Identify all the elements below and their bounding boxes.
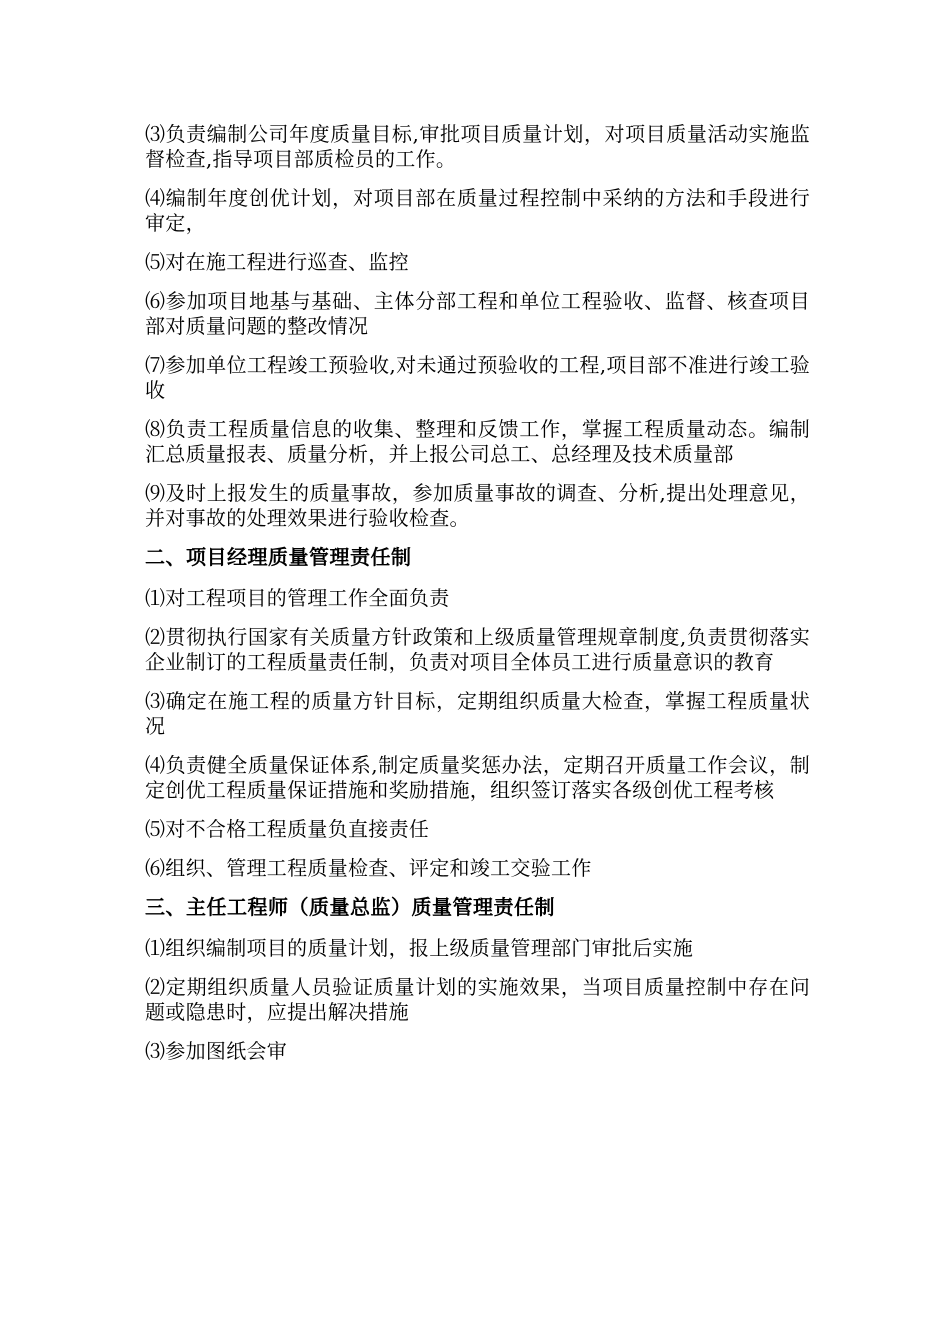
duty-item-3: ⑶负责编制公司年度质量目标,审批项目质量计划，对项目质量活动实施监督检查,指导项目部质检员的工作。 [145, 122, 810, 171]
duty-item-3: ⑶确定在施工程的质量方针目标，定期组织质量大检查，掌握工程质量状况 [145, 689, 810, 738]
duty-item-6: ⑹组织、管理工程质量检查、评定和竣工交验工作 [145, 856, 592, 880]
duty-item-9: ⑼及时上报发生的质量事故，参加质量事故的调查、分析,提出处理意见，并对事故的处理效果进行验收检查。 [145, 481, 810, 530]
section-chief-engineer-duties [145, 895, 810, 1064]
duty-item-3: ⑶参加图纸会审 [145, 1039, 288, 1063]
duty-item-7: ⑺参加单位工程竣工预验收,对未通过预验收的工程,项目部不准进行竣工验收 [145, 353, 810, 402]
duty-item-4: ⑷负责健全质量保证体系,制定质量奖惩办法，定期召开质量工作会议，制定创优工程质量保证措施和奖励措施，组织签订落实各级创优工程考核 [145, 753, 810, 802]
duty-item-2: ⑵定期组织质量人员验证质量计划的实施效果，当项目质量控制中存在问题或隐患时，应提出解决措施 [145, 975, 810, 1024]
duty-item-1: ⑴组织编制项目的质量计划，报上级质量管理部门审批后实施 [145, 936, 694, 960]
duty-item-1: ⑴对工程项目的管理工作全面负责 [145, 586, 450, 610]
section-heading: 三、主任工程师（质量总监）质量管理责任制 [145, 895, 555, 919]
duty-item-5: ⑸对不合格工程质量负直接责任 [145, 817, 430, 841]
duty-item-2: ⑵贯彻执行国家有关质量方针政策和上级质量管理规章制度,负责贯彻落实企业制订的工程质量责任制，负责对项目全体员工进行质量意识的教育 [145, 625, 810, 674]
duty-item-8: ⑻负责工程质量信息的收集、整理和反馈工作，掌握工程质量动态。编制汇总质量报表、质量分析，并上报公司总工、总经理及技术质量部 [145, 417, 810, 466]
duty-item-6: ⑹参加项目地基与基础、主体分部工程和单位工程验收、监督、核查项目部对质量问题的整改情况 [145, 289, 810, 338]
duty-item-4: ⑷编制年度创优计划，对项目部在质量过程控制中采纳的方法和手段进行审定， [145, 186, 810, 235]
section-qc-department-duties [145, 122, 810, 531]
document-page [145, 122, 810, 1078]
section-project-manager-duties [145, 545, 810, 881]
section-heading: 二、项目经理质量管理责任制 [145, 545, 412, 569]
duty-item-5: ⑸对在施工程进行巡查、监控 [145, 250, 409, 274]
